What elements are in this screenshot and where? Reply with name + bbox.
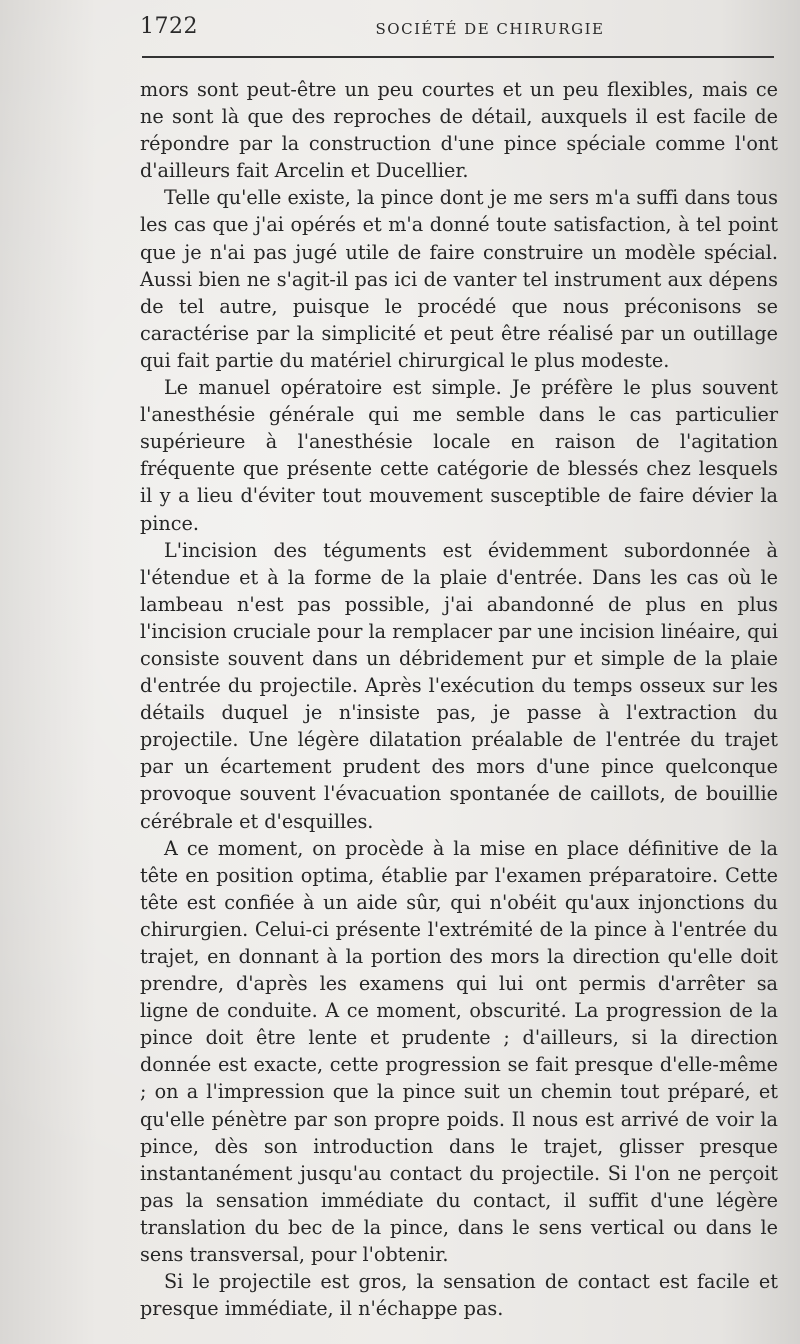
- paragraph: mors sont peut-être un peu courtes et un peu flexibles, mais ce ne sont là que des reproches de détail, auxquels il est facile de répondre par la construction d'une pince spéciale comme l'ont d'ailleurs fait Arcelin et Ducellier.: [140, 78, 778, 183]
- paragraph: A ce moment, on procède à la mise en place définitive de la tête en position optima, établie par l'examen préparatoire. Cette tête est confiée à un aide sûr, qui n'obéit qu'aux injonctions du chirurgien. Celui-ci présente l'extrémité de la pince à l'entrée du trajet, en donnant à la portion des mors la direction qu'elle doit prendre, d'après les examens qui lui ont permis d'arrêter sa ligne de conduite. A ce moment, obscurité. La progression de la pince doit être lente et prudente ; d'ailleurs, si la direction donnée est exacte, cette progression se fait presque d'elle-même ; on a l'impression que la pince suit un chemin tout préparé, et qu'elle pénètre par son propre poids. Il nous est arrivé de voir la pince, dès son introduction dans le trajet, glisser presque instantanément jusqu'au contact du projectile. Si l'on ne perçoit pas la sensation immédiate du contact, il suffit d'une légère translation du bec de la pince, dans le sens vertical ou dans le sens transversal, pour l'obtenir.: [140, 836, 778, 1267]
- page-number: 1722: [140, 14, 198, 39]
- running-title: SOCIÉTÉ DE CHIRURGIE: [375, 20, 605, 38]
- header-rule: [142, 56, 774, 58]
- paragraph: Le manuel opératoire est simple. Je préfère le plus souvent l'anesthésie générale qui me semble dans le cas particulier supérieure à l'anesthésie locale en raison de l'agitation fréquente que présente cette catégorie de blessés chez lesquels il y a lieu d'éviter tout mouvement susceptible de faire dévier la pince.: [140, 376, 778, 535]
- paragraph: Si le projectile est gros, la sensation de contact est facile et presque immédiate, il n'échappe pas.: [140, 1270, 778, 1321]
- body-text: [140, 76, 778, 1322]
- page-header: [140, 14, 780, 48]
- paragraph: L'incision des téguments est évidemment subordonnée à l'étendue et à la forme de la plaie d'entrée. Dans les cas où le lambeau n'est pas possible, j'ai abandonné de plus en plus l'incision cruciale pour la remplacer par une incision linéaire, qui consiste souvent dans un débridement pur et simple de la plaie d'entrée du projectile. Après l'exécution du temps osseux sur les détails duquel je n'insiste pas, je passe à l'extraction du projectile. Une légère dilatation préalable de l'entrée du trajet par un écartement prudent des mors d'une pince quelconque provoque souvent l'évacuation spontanée de caillots, de bouillie cérébrale et d'esquilles.: [140, 538, 778, 833]
- paragraph: Telle qu'elle existe, la pince dont je me sers m'a suffi dans tous les cas que j'ai opérés et m'a donné toute satisfaction, à tel point que je n'ai pas jugé utile de faire construire un modèle spécial. Aussi bien ne s'agit-il pas ici de vanter tel instrument aux dépens de tel autre, puisque le procédé que nous préconisons se caractérise par la simplicité et peut être réalisé par un outillage qui fait partie du matériel chirurgical le plus modeste.: [140, 186, 778, 372]
